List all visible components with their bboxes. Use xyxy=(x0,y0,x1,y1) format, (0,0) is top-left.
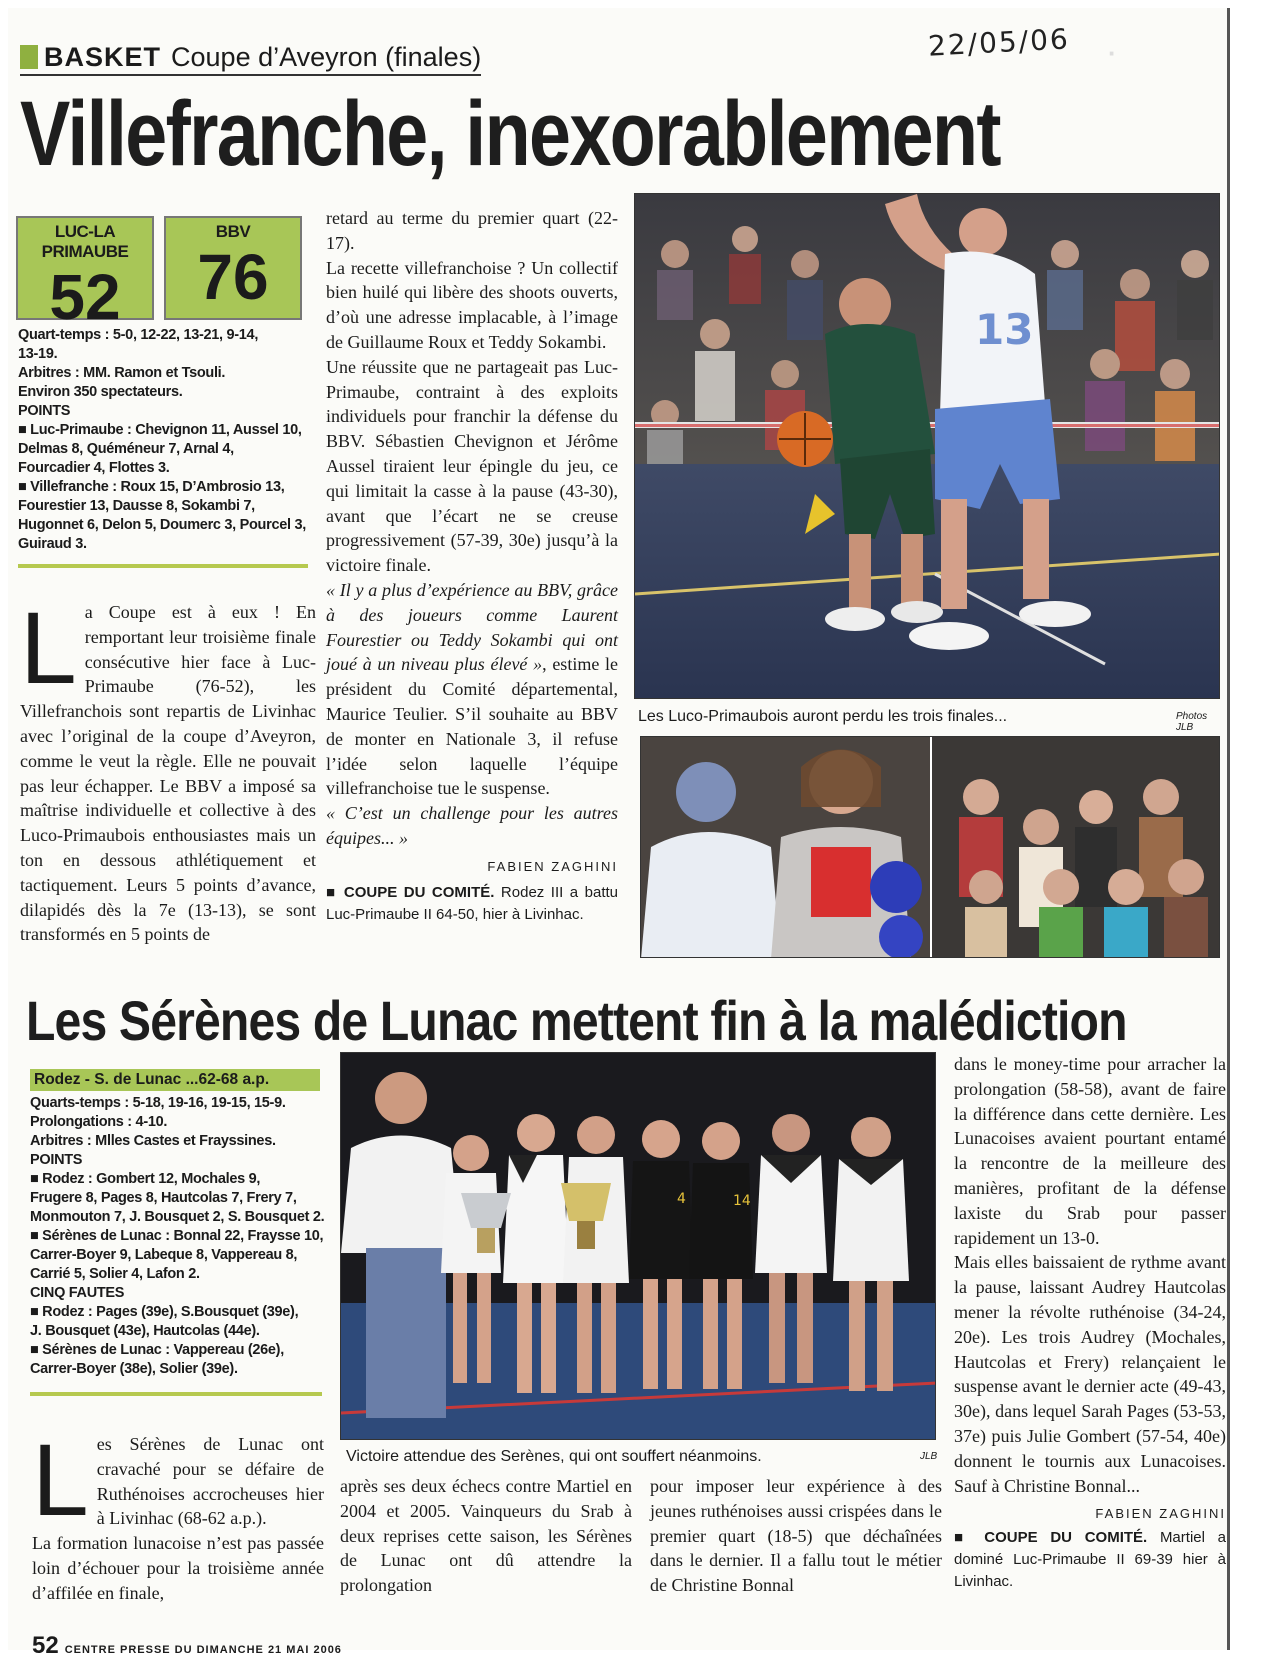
away-score-box xyxy=(164,216,302,320)
fact-line: Arbitres : MM. Ramon et Tsouli. xyxy=(18,365,226,381)
fact-line: Quarts-temps : 5-18, 19-16, 19-15, 15-9. xyxy=(30,1095,286,1111)
main-headline: Villefranche, inexorablement xyxy=(20,83,1000,185)
home-team-score: 52 xyxy=(49,261,121,333)
away-team-name: BBV xyxy=(215,222,251,241)
article2-column4 xyxy=(954,1052,1226,1593)
paragraph: dans le money-time pour arracher la prolongation (58-58), avant de faire la différence dans cette dernière. Les Lunacoises avaient pourtant entamé la rencontre de la meilleure des manières, profitant de la défense laxiste du Srab pour passer rapidement un 13-0. xyxy=(954,1054,1226,1248)
fact-line: Monmouton 7, J. Bousquet 2, S. Bousquet 2. xyxy=(30,1209,325,1225)
fact-line: Fourestier 13, Dausse 8, Sokambi 7, xyxy=(18,498,255,514)
kicker-square-icon xyxy=(20,45,38,69)
publication-line: CENTRE PRESSE DU DIMANCHE 21 MAI 2006 xyxy=(64,1644,342,1656)
fact-line: CINQ FAUTES xyxy=(30,1285,125,1301)
fact-line: Quart-temps : 5-0, 12-22, 13-21, 9-14, xyxy=(18,327,259,343)
fact-line: Frugere 8, Pages 8, Hautcolas 7, Frery 7, xyxy=(30,1190,297,1206)
quote: « Il y a plus d’expérience au BBV, grâce à des joueurs comme Laurent Fourestier ou Teddy Sokambi qui ont joué à un niveau plus élevé » xyxy=(326,579,618,675)
page-number: 52 xyxy=(32,1632,59,1656)
paragraph: Mais elles baissaient de rythme avant la pause, laissant Audrey Hautcolas mener la révolte ruthénoise (34-24, 20e). Les trois Audrey (Mochales, Hautcolas et Frery) relançaient le suspense avant le dernier acte (49-43, 30e), dans lequel Sarah Pages (53-53, 37e) puis Julie Gombert (57-54, 40e) donnent le tournis aux Lunacoises. Sauf à Christine Bonnal... xyxy=(954,1252,1226,1496)
handwritten-date: 22/05/06 xyxy=(927,22,1071,63)
fact-line: Carrer-Boyer 9, Labeque 8, Vappereau 8, xyxy=(30,1247,298,1263)
svg-text:13: 13 xyxy=(975,305,1034,354)
article2-col3-text: pour imposer leur expérience à des jeunes ruthénoises aussi crispées dans le premier quart (18-5) que déchaînées dans le dernier. Il a fallu tout le métier de Christine Bonnal xyxy=(650,1476,942,1596)
fact-line: Delmas 8, Quéméneur 7, Arnal 4, xyxy=(18,441,234,457)
home-team-name: LUC-LA PRIMAUBE xyxy=(41,222,129,261)
byline: FABIEN ZAGHINI xyxy=(487,858,618,874)
closing-quote: « C’est un challenge pour les autres équipes... » xyxy=(326,803,618,848)
fact-line: POINTS xyxy=(30,1152,83,1168)
fact-line: POINTS xyxy=(18,403,71,419)
photo-basketball-action xyxy=(634,193,1220,699)
fact-line: ■ Rodez : Gombert 12, Mochales 9, xyxy=(30,1171,261,1187)
second-headline: Les Sérènes de Lunac mettent fin à la malédiction xyxy=(26,989,1127,1052)
fact-line: Carrié 5, Solier 4, Lafon 2. xyxy=(30,1266,200,1282)
quote-attribution: , estime le président du Comité départemental, Maurice Teulier. S’il souhaite au BBV de monter en Nationale 3, il refuse l’idée selon laquelle l’équipe villefranchoise tue le suspense. xyxy=(326,654,618,799)
page-footer xyxy=(32,1632,342,1656)
drop-cap: L xyxy=(32,1423,89,1537)
paragraph xyxy=(326,578,618,801)
fact-line: ■ Rodez : Pages (39e), S.Bousquet (39e), xyxy=(30,1304,299,1320)
kicker-topic: Coupe d’Aveyron (finales) xyxy=(171,41,482,72)
fact-line: Fourcadier 4, Flottes 3. xyxy=(18,460,170,476)
brief-note xyxy=(954,1527,1226,1593)
svg-text:4: 4 xyxy=(677,1191,686,1207)
home-score-box xyxy=(16,216,154,333)
away-team-score: 76 xyxy=(197,241,269,313)
article2-column3 xyxy=(650,1474,942,1598)
svg-text:14: 14 xyxy=(733,1193,751,1209)
photo3-caption: Victoire attendue des Serènes, qui ont souffert néanmoins. xyxy=(346,1448,762,1465)
paragraph: retard au terme du premier quart (22-17). xyxy=(326,208,618,253)
newspaper-page xyxy=(8,8,1230,1656)
fact-line: Guiraud 3. xyxy=(18,536,87,552)
section-kicker xyxy=(20,40,481,76)
fact-line: Hugonnet 6, Delon 5, Doumerc 3, Pourcel 3, xyxy=(18,517,306,533)
paragraph: La recette villefranchoise ? Un collectif bien huilé qui libère des shoots ouverts, d’où une adresse implacable, à l’image de Guillaume Roux et Teddy Sokambi. xyxy=(326,257,618,352)
team-trophy-illustration xyxy=(341,1053,936,1440)
photo-team-trophy xyxy=(340,1052,936,1440)
paragraph: es Sérènes de Lunac ont cravaché pour se défaire de Ruthénoises accrocheuses hier à Livinhac (68-62 a.p.). xyxy=(96,1434,324,1529)
fact-line: Carrer-Boyer (38e), Solier (39e). xyxy=(30,1361,238,1377)
fact-line: Prolongations : 4-10. xyxy=(30,1114,168,1130)
kicker-sport: BASKET xyxy=(44,41,162,72)
fact-line: J. Bousquet (43e), Hautcolas (44e). xyxy=(30,1323,260,1339)
fact-line: 13-19. xyxy=(18,346,58,362)
photo1-credit: Photos JLB xyxy=(1176,711,1208,733)
brief-label: ■ COUPE DU COMITÉ. xyxy=(954,1529,1148,1547)
article1-col1-text: a Coupe est à eux ! En remportant leur troisième finale consécutive hier face à Luc-Primaube (76-52), les Villefranchois sont repartis de Livinhac avec l’original de la coupe d’Aveyron, comme le veut la règle. Elle ne pouvait pas leur échapper. Le BBV a imposé sa maîtrise individuelle et collective à des Luco-Primaubois enthousiastes mais un ton en dessous athlétiquement et tactiquement. Leurs 5 points d’avance, dilapidés dès la 7e (13-13), se sont transformés en 5 points de xyxy=(20,602,316,945)
article2-column1 xyxy=(32,1423,324,1606)
article2-col2-text: après ses deux échecs contre Martiel en 2004 et 2005. Vainqueurs du Srab à deux reprises cette saison, les Sérènes de Lunac ont dû attendre la prolongation xyxy=(340,1476,632,1596)
brief-label: ■ COUPE DU COMITÉ. xyxy=(326,883,495,901)
basketball-action-illustration xyxy=(635,194,1220,699)
fact-line: ■ Luc-Primaube : Chevignon 11, Aussel 10, xyxy=(18,422,302,438)
paragraph: Une réussite que ne partageait pas Luc-Primaube, contraint à des exploits individuels pour franchir la défense du BBV. Sébastien Chevignon et Jérôme Aussel tiraient leur épingle du jeu, ce qui limitait la casse à la pause (43-30), avant que l’écart ne se creuse progressivement (57-39, 30e) jusqu’à la victoire finale. xyxy=(326,356,618,576)
article1-column2 xyxy=(326,206,618,926)
brief-text: Rodez III a battu Luc-Primaube II 64-50, hier à Livinhac. xyxy=(326,883,618,923)
bleed-through-mark: · xyxy=(1108,38,1117,68)
fact-line: ■ Villefranche : Roux 15, D’Ambrosio 13, xyxy=(18,479,285,495)
article2-column2 xyxy=(340,1474,632,1598)
brief-note xyxy=(326,882,618,926)
photo3-credit: JLB xyxy=(920,1451,938,1462)
match-facts-2 xyxy=(30,1094,326,1379)
drop-cap: L xyxy=(20,591,77,705)
article1-column1 xyxy=(20,591,316,947)
byline: FABIEN ZAGHINI xyxy=(1095,1506,1226,1522)
match-score-bar: Rodez - S. de Lunac ...62-68 a.p. xyxy=(30,1069,320,1091)
supporters-illustration xyxy=(641,737,1220,958)
match-facts-1 xyxy=(18,326,308,554)
photo1-caption: Les Luco-Primaubois auront perdu les trois finales... xyxy=(638,708,1008,725)
fact-line: ■ Sérènes de Lunac : Bonnal 22, Fraysse 10, xyxy=(30,1228,324,1244)
photo-supporters xyxy=(640,736,1220,958)
paragraph: La formation lunacoise n’est pas passée loin d’échouer pour la troisième année d’affilée en finale, xyxy=(32,1533,324,1603)
facts-divider-2 xyxy=(30,1392,322,1396)
fact-line: Environ 350 spectateurs. xyxy=(18,384,183,400)
brief-text: Martiel a dominé Luc-Primaube II 69-39 hier à Livinhac. xyxy=(954,1529,1226,1591)
fact-line: ■ Sérènes de Lunac : Vappereau (26e), xyxy=(30,1342,284,1358)
facts-divider xyxy=(18,564,308,568)
fact-line: Arbitres : Mlles Castes et Frayssines. xyxy=(30,1133,276,1149)
